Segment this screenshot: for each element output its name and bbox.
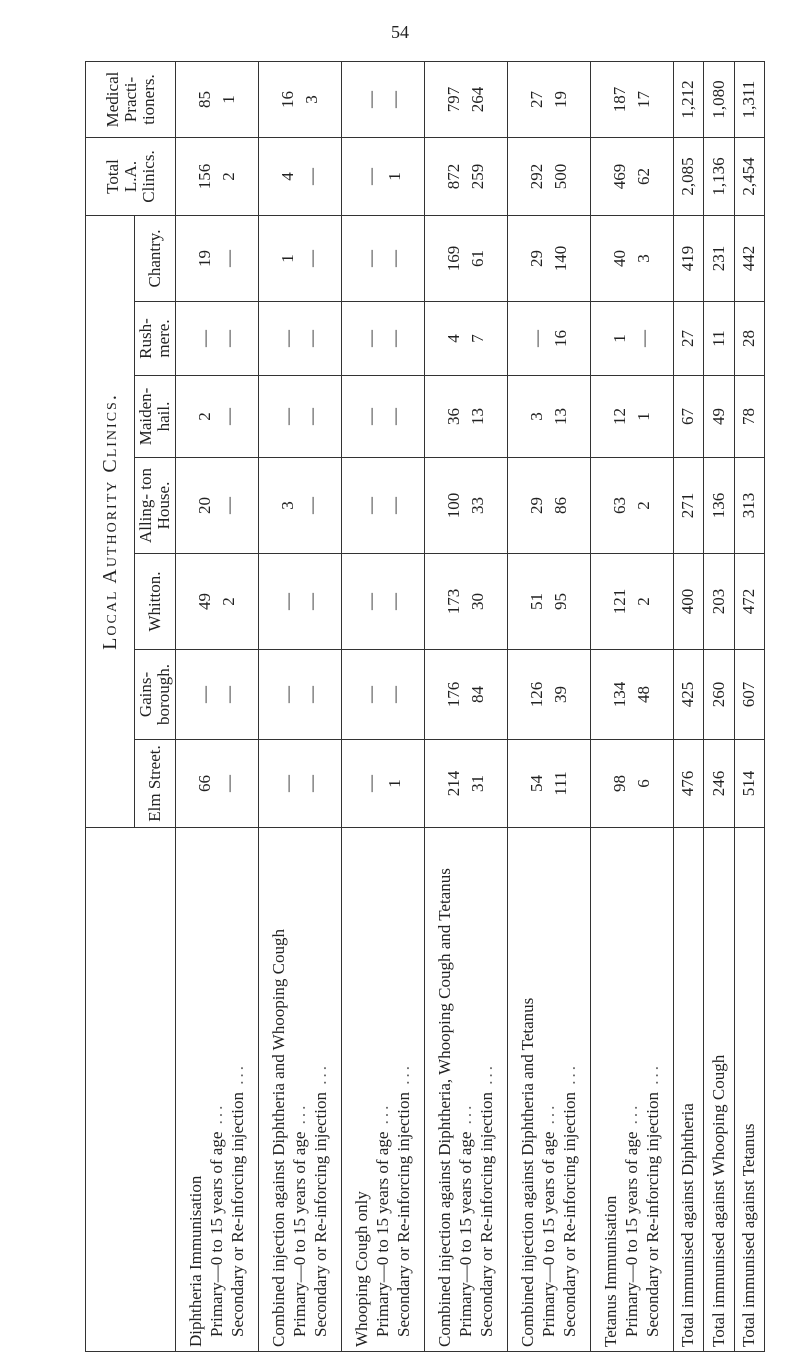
table-body: [176, 62, 765, 1352]
leader-dots: ...: [228, 1062, 248, 1092]
total-value: 425: [673, 650, 703, 740]
cell-value: 16: [550, 330, 570, 347]
value-cell: [258, 554, 341, 650]
total-value: 2,454: [734, 138, 765, 216]
value-cell: [341, 138, 424, 216]
cell-value: 62: [633, 168, 653, 185]
value-cell: [341, 650, 424, 740]
cell-value: —: [218, 330, 238, 347]
cell-value: 500: [550, 163, 570, 190]
value-cell: [424, 554, 507, 650]
total-value: 78: [734, 376, 765, 458]
row-label: Primary—0 to 15 years of age: [290, 1131, 310, 1337]
section-description: [176, 828, 259, 1352]
cell-value: —: [277, 330, 297, 347]
value-cell: [507, 138, 590, 216]
row-label: Primary—0 to 15 years of age: [539, 1131, 559, 1337]
value-cell: [176, 554, 259, 650]
row-label: Secondary or Re-inforcing injection: [311, 1091, 331, 1337]
value-cell: [590, 650, 673, 740]
cell-value: 66: [194, 775, 214, 792]
cell-value: 134: [609, 681, 629, 708]
total-value: 136: [704, 458, 734, 554]
value-cell: [176, 302, 259, 376]
cell-value: —: [301, 330, 321, 347]
value-cell: [590, 138, 673, 216]
cell-value: 40: [609, 250, 629, 267]
section-description: [258, 828, 341, 1352]
row-label: Secondary or Re-inforcing injection: [394, 1091, 414, 1337]
row-label-line: [227, 832, 248, 1347]
total-label-text: Total immunised against Diphtheria: [678, 1103, 698, 1347]
value-cell: [258, 376, 341, 458]
leader-dots: ...: [643, 1062, 663, 1092]
value-cell: [176, 376, 259, 458]
cell-value: 1: [384, 779, 404, 788]
total-value: 442: [734, 216, 765, 302]
leader-dots: ...: [394, 1062, 414, 1092]
cell-value: 156: [194, 163, 214, 190]
page-number: 54: [391, 22, 409, 42]
value-cell: [424, 376, 507, 458]
cell-value: 49: [194, 593, 214, 610]
cell-value: —: [218, 775, 238, 792]
cell-value: 176: [443, 681, 463, 708]
row-label-line: [289, 832, 310, 1347]
cell-value: 31: [467, 775, 487, 792]
cell-value: 7: [467, 334, 487, 343]
total-value: 1,311: [734, 62, 765, 138]
value-cell: [341, 62, 424, 138]
total-value: 28: [734, 302, 765, 376]
value-cell: [424, 138, 507, 216]
value-cell: [341, 740, 424, 828]
total-label: [734, 828, 765, 1352]
total-la-header: Total L.A. Clinics.: [86, 138, 176, 216]
cell-value: —: [301, 497, 321, 514]
row-label: Secondary or Re-inforcing injection: [643, 1091, 663, 1337]
section-heading: Combined injection against Diphtheria and Whooping Cough: [269, 928, 289, 1347]
row-label-line: [476, 832, 497, 1347]
value-cell: [507, 216, 590, 302]
row-label-line: [621, 832, 642, 1347]
cell-value: 19: [194, 250, 214, 267]
cell-value: 1: [384, 172, 404, 181]
group-header: Local Authority Clinics.: [86, 216, 135, 828]
value-cell: [507, 458, 590, 554]
value-cell: [176, 216, 259, 302]
value-cell: [258, 650, 341, 740]
value-cell: [176, 62, 259, 138]
row-label: Primary—0 to 15 years of age: [207, 1131, 227, 1337]
cell-value: 292: [526, 163, 546, 190]
total-row: [704, 62, 734, 1352]
cell-value: —: [301, 250, 321, 267]
cell-value: —: [384, 593, 404, 610]
cell-value: 2: [218, 172, 238, 181]
total-label: [704, 828, 734, 1352]
cell-value: 797: [443, 86, 463, 113]
total-value: 400: [673, 554, 703, 650]
leader-dots: ...: [311, 1062, 331, 1092]
cell-value: 48: [633, 686, 653, 703]
cell-value: 3: [277, 501, 297, 510]
value-cell: [424, 650, 507, 740]
cell-value: 2: [633, 597, 653, 606]
cell-value: 17: [633, 91, 653, 108]
cell-value: 29: [526, 497, 546, 514]
clinic-header: Elm Street.: [135, 740, 176, 828]
cell-value: —: [360, 250, 380, 267]
cell-value: —: [384, 686, 404, 703]
row-label-line: [310, 832, 331, 1347]
total-label-text: Total immunised against Tetanus: [739, 1123, 759, 1347]
total-value: 246: [704, 740, 734, 828]
cell-value: 469: [609, 163, 629, 190]
value-cell: [424, 302, 507, 376]
medical-practitioners-header: Medical Practi- tioners.: [86, 62, 176, 138]
section-row: [424, 62, 507, 1352]
cell-value: 1: [218, 95, 238, 104]
clinic-header: Maiden- hail.: [135, 376, 176, 458]
cell-value: —: [301, 593, 321, 610]
value-cell: [507, 740, 590, 828]
row-label-line: [372, 832, 393, 1347]
section-heading: Combined injection against Diphtheria and Tetanus: [518, 997, 538, 1347]
total-value: 1,080: [704, 62, 734, 138]
value-cell: [258, 740, 341, 828]
value-cell: [590, 740, 673, 828]
cell-value: 2: [633, 501, 653, 510]
cell-value: 4: [277, 172, 297, 181]
cell-value: 95: [550, 593, 570, 610]
total-value: 2,085: [673, 138, 703, 216]
total-value: 1,136: [704, 138, 734, 216]
cell-value: 1: [609, 334, 629, 343]
cell-value: 36: [443, 408, 463, 425]
value-cell: [258, 302, 341, 376]
row-label: Secondary or Re-inforcing injection: [560, 1091, 580, 1337]
section-heading: Combined injection against Diphtheria, Whooping Cough and Tetanus: [435, 868, 455, 1347]
cell-value: 6: [633, 779, 653, 788]
section-heading: Tetanus Immunisation: [601, 1195, 621, 1347]
cell-value: 12: [609, 408, 629, 425]
value-cell: [424, 62, 507, 138]
cell-value: —: [360, 497, 380, 514]
leader-dots: ...: [539, 1102, 559, 1132]
cell-value: —: [526, 330, 546, 347]
cell-value: 111: [550, 771, 570, 796]
cell-value: 61: [467, 250, 487, 267]
cell-value: 173: [443, 588, 463, 615]
value-cell: [590, 376, 673, 458]
total-value: 260: [704, 650, 734, 740]
total-value: 27: [673, 302, 703, 376]
value-cell: [341, 554, 424, 650]
row-label: Primary—0 to 15 years of age: [456, 1131, 476, 1337]
cell-value: —: [218, 497, 238, 514]
value-cell: [590, 554, 673, 650]
cell-value: 4: [443, 334, 463, 343]
value-cell: [424, 458, 507, 554]
cell-value: 3: [633, 254, 653, 263]
cell-value: 872: [443, 163, 463, 190]
cell-value: 30: [467, 593, 487, 610]
cell-value: —: [360, 408, 380, 425]
total-label-text: Total immunised against Whooping Cough: [708, 1054, 728, 1347]
total-value: 607: [734, 650, 765, 740]
section-heading: Whooping Cough only: [352, 1191, 372, 1347]
total-value: 67: [673, 376, 703, 458]
section-description: [341, 828, 424, 1352]
value-cell: [507, 554, 590, 650]
row-label: Primary—0 to 15 years of age: [373, 1131, 393, 1337]
total-value: 11: [704, 302, 734, 376]
rotated-table-wrapper: [85, 62, 765, 1352]
clinic-header: Gains- borough.: [135, 650, 176, 740]
leader-dots: ...: [622, 1102, 642, 1132]
cell-value: 51: [526, 593, 546, 610]
cell-value: —: [194, 330, 214, 347]
cell-value: —: [301, 686, 321, 703]
cell-value: 169: [443, 245, 463, 272]
cell-value: 100: [443, 492, 463, 519]
cell-value: 126: [526, 681, 546, 708]
cell-value: 63: [609, 497, 629, 514]
cell-value: —: [384, 91, 404, 108]
total-row: [673, 62, 703, 1352]
row-label: Secondary or Re-inforcing injection: [228, 1091, 248, 1337]
cell-value: —: [301, 408, 321, 425]
total-value: 514: [734, 740, 765, 828]
value-cell: [176, 458, 259, 554]
cell-value: —: [360, 686, 380, 703]
clinic-header: Whitton.: [135, 554, 176, 650]
value-cell: [590, 302, 673, 376]
cell-value: 13: [550, 408, 570, 425]
value-cell: [590, 62, 673, 138]
leader-dots: ...: [560, 1062, 580, 1092]
cell-value: —: [360, 330, 380, 347]
cell-value: —: [277, 686, 297, 703]
value-cell: [507, 376, 590, 458]
cell-value: —: [633, 330, 653, 347]
cell-value: —: [301, 775, 321, 792]
cell-value: 29: [526, 250, 546, 267]
total-value: 231: [704, 216, 734, 302]
value-cell: [176, 650, 259, 740]
cell-value: 39: [550, 686, 570, 703]
cell-value: 54: [526, 775, 546, 792]
cell-value: 86: [550, 497, 570, 514]
total-value: 419: [673, 216, 703, 302]
section-row: [507, 62, 590, 1352]
cell-value: 1: [633, 412, 653, 421]
row-label: Primary—0 to 15 years of age: [622, 1131, 642, 1337]
total-value: 271: [673, 458, 703, 554]
cell-value: 33: [467, 497, 487, 514]
cell-value: 3: [526, 412, 546, 421]
cell-value: 140: [550, 245, 570, 272]
cell-value: 214: [443, 770, 463, 797]
cell-value: 3: [301, 95, 321, 104]
cell-value: —: [384, 497, 404, 514]
section-row: [590, 62, 673, 1352]
cell-value: 85: [194, 91, 214, 108]
section-row: [176, 62, 259, 1352]
cell-value: —: [218, 408, 238, 425]
total-value: 1,212: [673, 62, 703, 138]
cell-value: —: [360, 775, 380, 792]
leader-dots: ...: [373, 1102, 393, 1132]
cell-value: 121: [609, 588, 629, 615]
cell-value: —: [277, 775, 297, 792]
row-label-line: [538, 832, 559, 1347]
cell-value: —: [218, 686, 238, 703]
clinic-header: Chantry.: [135, 216, 176, 302]
value-cell: [341, 216, 424, 302]
value-cell: [424, 216, 507, 302]
section-heading: Diphtheria Immunisation: [186, 1175, 206, 1347]
section-description: [590, 828, 673, 1352]
clinic-header: Alling- ton House.: [135, 458, 176, 554]
cell-value: —: [384, 330, 404, 347]
value-cell: [258, 216, 341, 302]
cell-value: 16: [277, 91, 297, 108]
cell-value: 2: [218, 597, 238, 606]
cell-value: 20: [194, 497, 214, 514]
section-row: [341, 62, 424, 1352]
value-cell: [176, 740, 259, 828]
total-value: 203: [704, 554, 734, 650]
total-value: 476: [673, 740, 703, 828]
clinic-header: Rush- mere.: [135, 302, 176, 376]
value-cell: [258, 138, 341, 216]
value-cell: [507, 62, 590, 138]
value-cell: [176, 138, 259, 216]
cell-value: 19: [550, 91, 570, 108]
value-cell: [341, 302, 424, 376]
value-cell: [341, 458, 424, 554]
cell-value: —: [384, 408, 404, 425]
total-row: [734, 62, 765, 1352]
row-label-line: [455, 832, 476, 1347]
value-cell: [258, 62, 341, 138]
section-row: [258, 62, 341, 1352]
row-label-line: [393, 832, 414, 1347]
cell-value: 187: [609, 86, 629, 113]
value-cell: [341, 376, 424, 458]
cell-value: 98: [609, 775, 629, 792]
total-label: [673, 828, 703, 1352]
value-cell: [258, 458, 341, 554]
cell-value: 2: [194, 412, 214, 421]
leader-dots: ...: [290, 1102, 310, 1132]
cell-value: 84: [467, 686, 487, 703]
row-label: Secondary or Re-inforcing injection: [477, 1091, 497, 1337]
row-label-line: [559, 832, 580, 1347]
total-value: 49: [704, 376, 734, 458]
row-label-line: [642, 832, 663, 1347]
cell-value: 27: [526, 91, 546, 108]
cell-value: —: [218, 250, 238, 267]
leader-dots: ...: [207, 1102, 227, 1132]
cell-value: —: [384, 250, 404, 267]
total-value: 313: [734, 458, 765, 554]
value-cell: [507, 302, 590, 376]
leader-dots: ...: [456, 1102, 476, 1132]
value-cell: [507, 650, 590, 740]
value-cell: [590, 216, 673, 302]
cell-value: —: [194, 686, 214, 703]
row-label-line: [206, 832, 227, 1347]
cell-value: 13: [467, 408, 487, 425]
section-description: [507, 828, 590, 1352]
cell-value: —: [301, 168, 321, 185]
cell-value: 1: [277, 254, 297, 263]
cell-value: —: [277, 593, 297, 610]
cell-value: —: [360, 593, 380, 610]
value-cell: [590, 458, 673, 554]
cell-value: —: [277, 408, 297, 425]
section-description: [424, 828, 507, 1352]
cell-value: —: [360, 91, 380, 108]
total-value: 472: [734, 554, 765, 650]
leader-dots: ...: [477, 1062, 497, 1092]
cell-value: —: [360, 168, 380, 185]
cell-value: 264: [467, 86, 487, 113]
description-header: [86, 828, 176, 1352]
value-cell: [424, 740, 507, 828]
immunisation-table: [85, 61, 765, 1352]
cell-value: 259: [467, 163, 487, 190]
